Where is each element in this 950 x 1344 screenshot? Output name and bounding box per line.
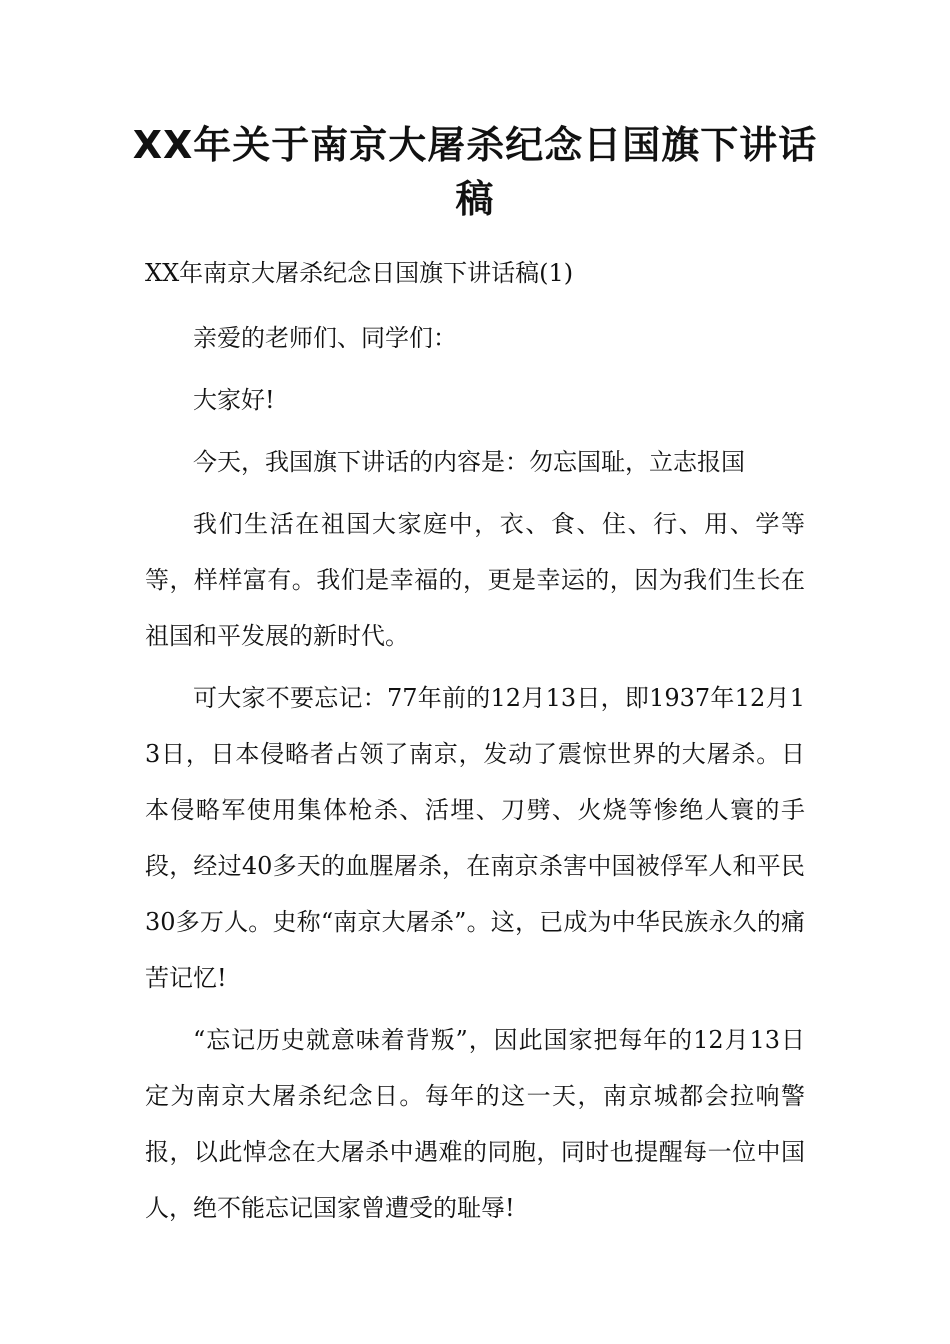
paragraph-hello: 大家好!: [193, 386, 275, 414]
paragraph-greeting: 亲爱的老师们、同学们：: [193, 324, 457, 352]
paragraph-life: 我们生活在祖国大家庭中，衣、食、住、行、用、学等等，样样富有。我们是幸福的，更是幸运的，因为我们生长在祖国和平发展的新时代。: [145, 510, 805, 650]
paragraph-topic: 今天，我国旗下讲话的内容是：勿忘国耻，立志报国: [193, 448, 745, 476]
document-body: [145, 310, 805, 1242]
document-title: XX年关于南京大屠杀纪念日国旗下讲话稿: [132, 123, 818, 221]
document-subtitle: XX年南京大屠杀纪念日国旗下讲话稿(1): [145, 259, 574, 287]
paragraph-history: 可大家不要忘记：77年前的12月13日，即1937年12月13日，日本侵略者占领了南京，发动了震惊世界的大屠杀。日本侵略军使用集体枪杀、活埋、刀劈、火烧等惨绝人寰的手段，经过40多天的血腥屠杀，在南京杀害中国被俘军人和平民30多万人。史称“南京大屠杀”。这，已成为中华民族永久的痛苦记忆!: [145, 684, 805, 992]
paragraph-memorial-day: “忘记历史就意味着背叛”，因此国家把每年的12月13日定为南京大屠杀纪念日。每年的这一天，南京城都会拉响警报，以此悼念在大屠杀中遇难的同胞，同时也提醒每一位中国人，绝不能忘记国家曾遭受的耻辱!: [145, 1026, 805, 1222]
